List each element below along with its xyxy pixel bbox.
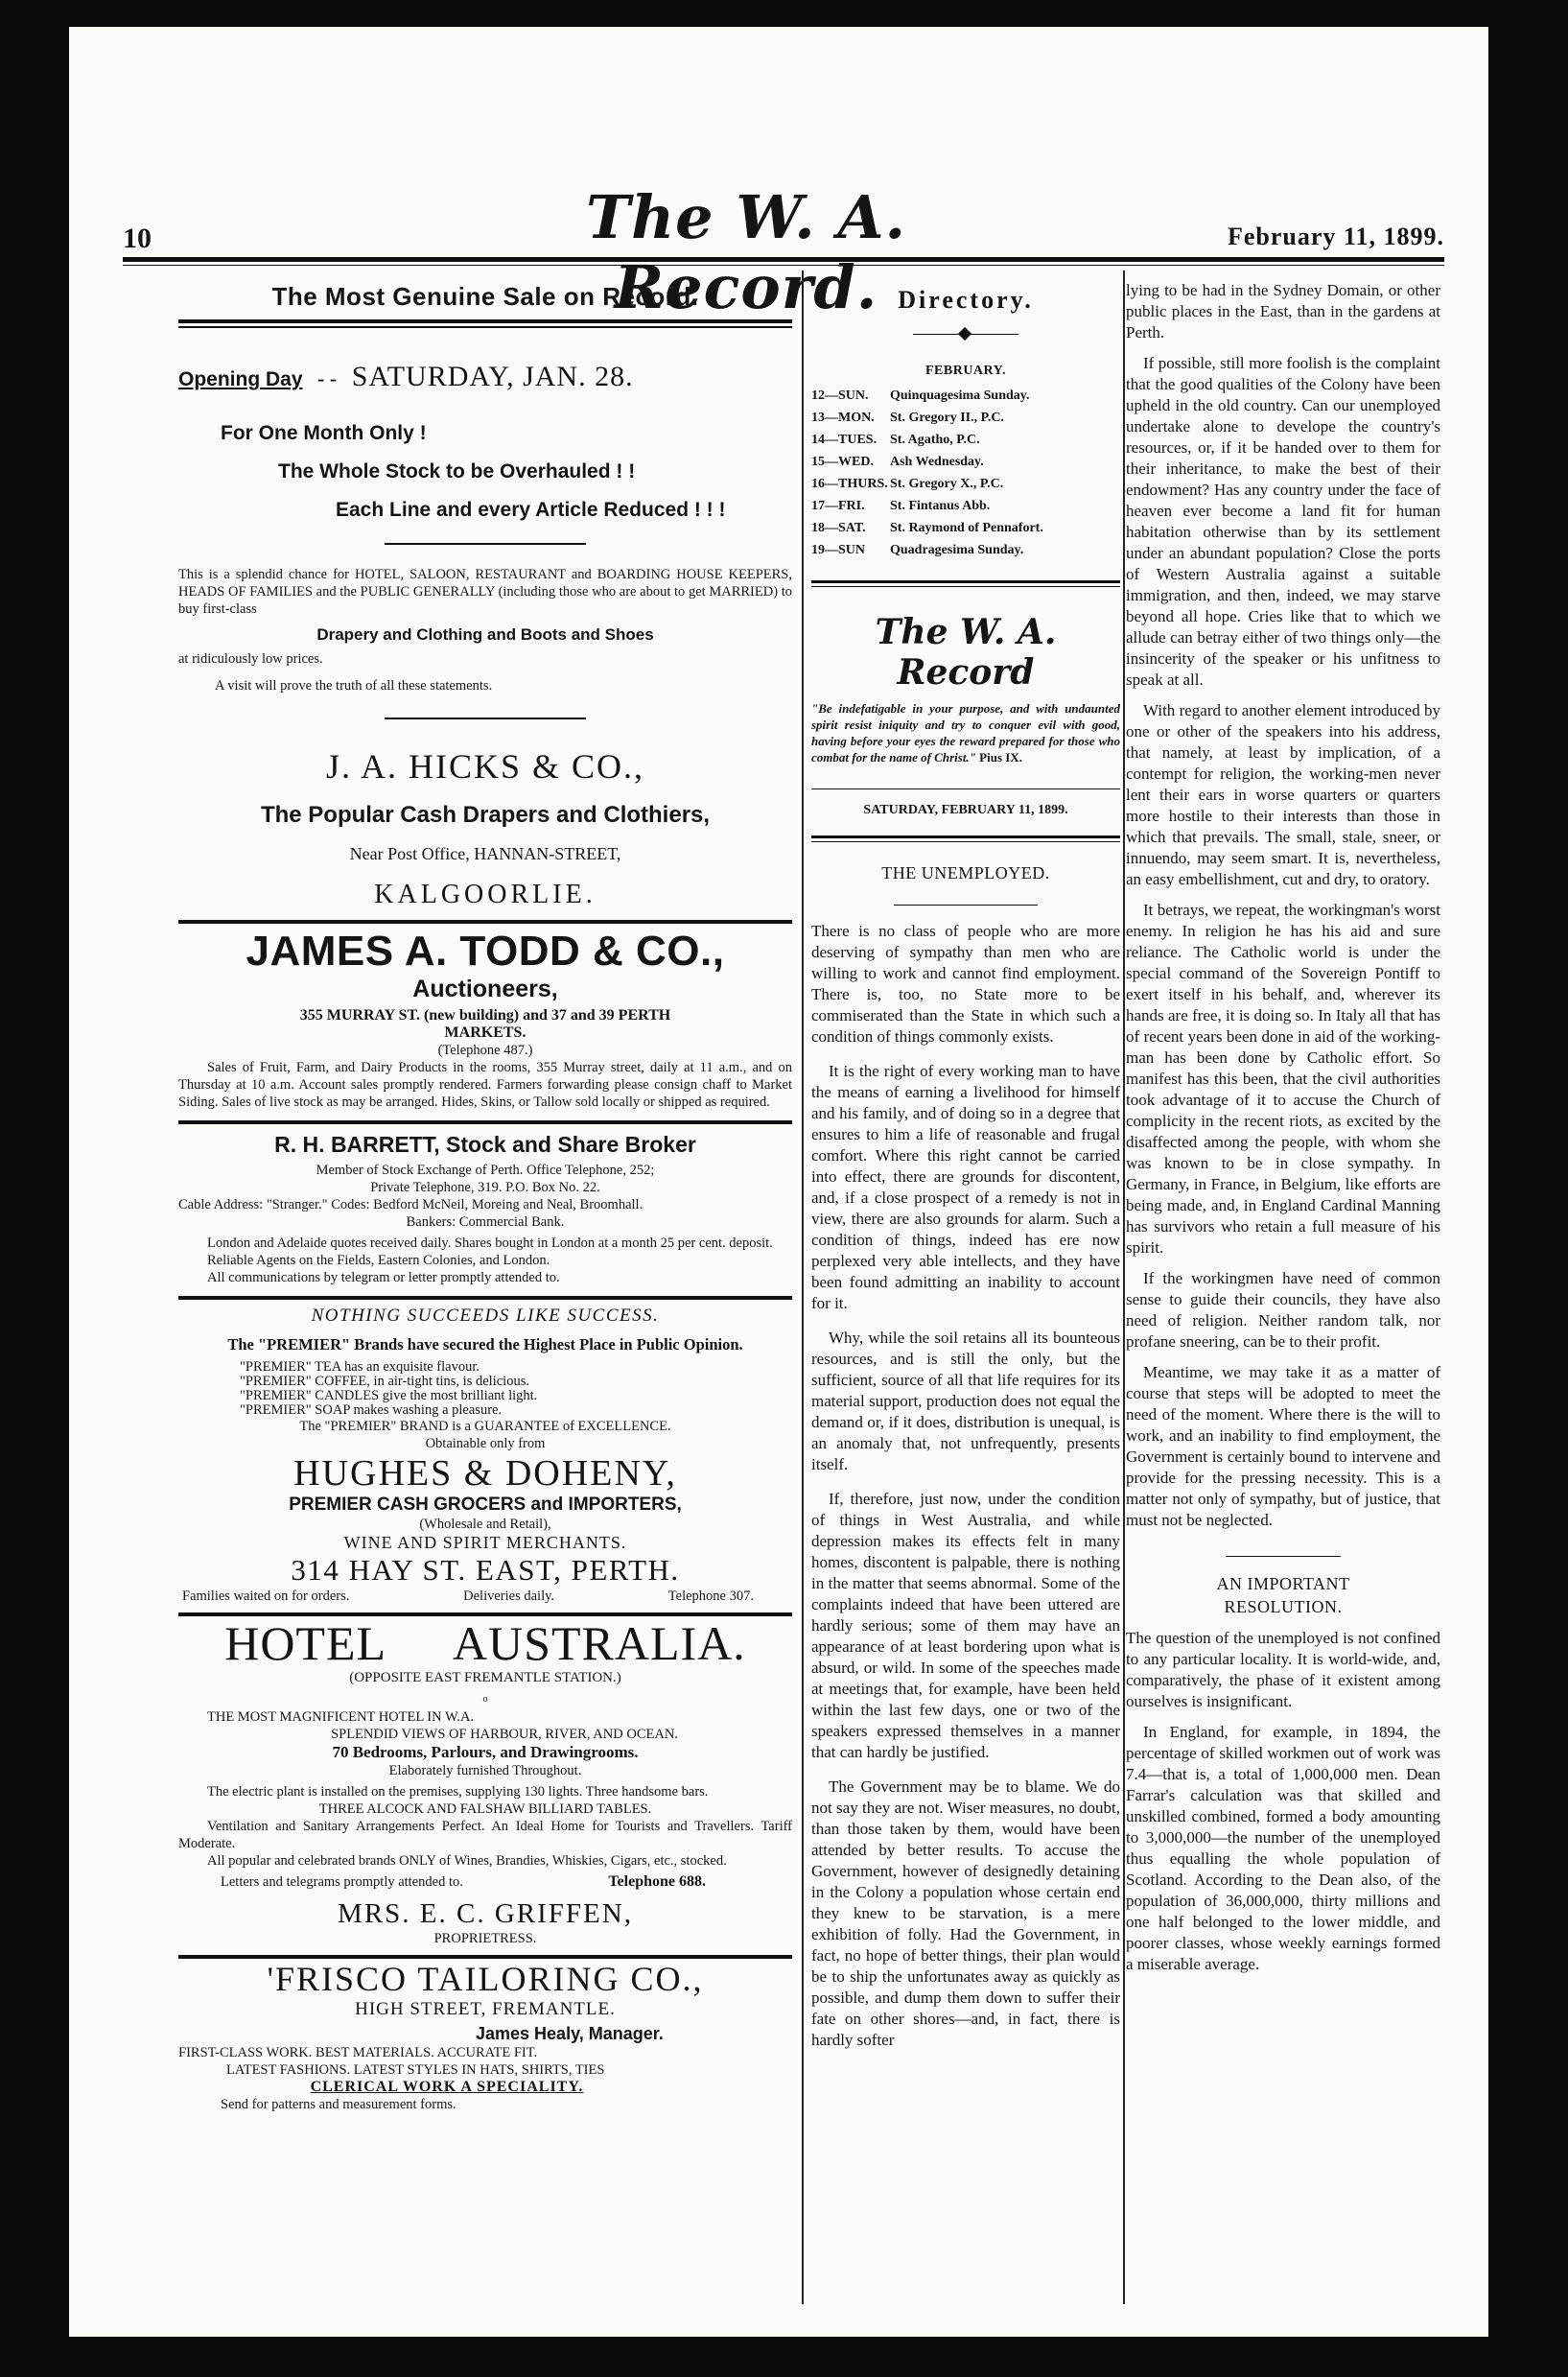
page-number: 10 <box>123 223 152 254</box>
directory-entry: 16—THURS. St. Gregory X., P.C. <box>811 477 1004 491</box>
article-title: THE UNEMPLOYED. <box>881 863 1050 883</box>
todd-address-2: MARKETS. <box>444 1024 527 1041</box>
hughes-footer-1: Families waited on for orders. <box>182 1589 350 1604</box>
frisco-address: HIGH STREET, FREMANTLE. <box>355 1999 616 2019</box>
resolution-paragraph: In England, for example, in 1894, the percentage of skilled workmen out of work was 7.4—that is, a total of 1,000,000 men. Dean Farrar's calculation was that skilled and unskilled combined, formed a body amounting to 3,000,000—the number of the unemployed thus equalling the whole population of Scotland. According to the Dean also, of the population of 36,000,000, thirty millions and one half belonged to the lower middle, and poorer classes, whose weekly earnings formed a miserable average. <box>1126 1723 1440 1973</box>
directory-entry: 14—TUES. St. Agatho, P.C. <box>811 433 980 447</box>
masthead-rule <box>123 257 1444 262</box>
hughes-firm-name: HUGHES & DOHENY, <box>293 1453 677 1494</box>
article-paragraph: With regard to another element introduced by one or other of the speakers into his address, that namely, at least by implication, of a contempt for religion, the working-men never lent their ears in worse quarters or quarters more hostile to their interests than those in which that prevails. The small, stale, sneer, or innuendo, may seem smart. It is, nevertheless, an easy embellishment, cut and dry, to oratory. <box>1126 701 1440 888</box>
hotel-line-1: THE MOST MAGNIFICENT HOTEL IN W.A. <box>207 1709 475 1725</box>
article-paragraph: lying to be had in the Sydney Domain, or other public places in the East, than in the gardens at Perth. <box>1126 281 1440 341</box>
resolution-title: AN IMPORTANT RESOLUTION. <box>1216 1574 1350 1616</box>
hicks-firm-name: J. A. HICKS & CO., <box>325 747 645 786</box>
article-paragraph: There is no class of people who are more deserving of sympathy than men who are willing to work and cannot find employment. There is, too, no State more to be commiserated than the State in which such a condition of things commonly exists. <box>811 922 1120 1046</box>
opening-date: SATURDAY, JAN. 28. <box>351 361 634 392</box>
sale-line-1: For One Month Only ! <box>221 422 427 444</box>
article-paragraph: If the workingmen have need of common sense to guide their councils, they have also need of religion. Neither random talk, nor profane sneering, can be to their profit. <box>1126 1269 1440 1351</box>
premier-item: "PREMIER" COFFEE, in air-tight tins, is delicious. <box>240 1374 529 1389</box>
hotel-line-8: All popular and celebrated brands ONLY of Wines, Brandies, Whiskies, Cigars, etc., stocked. <box>207 1853 727 1869</box>
article-body <box>811 921 1120 2051</box>
paper-motto: "Be indefatigable in your purpose, and with undaunted spirit resist iniquity and try to conquer evil with good, having before your eyes the reward prepared for those who combat for the name of Christ." Pius IX. <box>811 701 1120 765</box>
sale-prices: at ridiculously low prices. <box>178 651 323 667</box>
frisco-advertisement <box>178 1959 792 2113</box>
dateline: SATURDAY, FEBRUARY 11, 1899. <box>863 803 1068 817</box>
article-paragraph: If possible, still more foolish is the complaint that the good qualities of the Colony have been upheld in the old country. Can our unemployed undertake alone to develope the country's resources, or, if it be handed over to them for their inheritance, to make the best of their endowment? Has any country under the face of heaven ever become a land fit for human habitation otherwise than by its settlement under an abundant population? Close the ports of Western Australia against a suitable immigration, and then, indeed, we may starve beyond all hope. Cries like that to which we allude can betray either of two things only—the insincerity of the speaker or his unfitness to speak at all. <box>1126 354 1440 689</box>
sale-goods: Drapery and Clothing and Boots and Shoes <box>316 625 654 644</box>
premier-headline: The "PREMIER" Brands have secured the Highest Place in Public Opinion. <box>227 1335 743 1353</box>
todd-advertisement <box>178 928 792 1111</box>
hotel-line-4: Elaborately furnished Throughout. <box>388 1763 582 1778</box>
hughes-footer-2: Deliveries daily. <box>463 1589 555 1604</box>
todd-body: Sales of Fruit, Farm, and Dairy Products in the rooms, 355 Murray street, daily at 11 a.m., and on Thursday at 10 a.m. Account sales promptly rendered. Farmers forwarding please consign chaff to Market Siding. Sales of live stock as may be arranged. Hides, Skins, or Tallow sold locally or shipped as required. <box>178 1060 792 1110</box>
resolution-paragraph: The question of the unemployed is not confined to any particular locality. It is world-wide, and, comparatively, the phase of it existent among ourselves is insignificant. <box>1126 1629 1440 1710</box>
directory-month: FEBRUARY. <box>924 364 1006 378</box>
premier-item: "PREMIER" TEA has an exquisite flavour. <box>240 1359 480 1375</box>
article-paragraph: Meantime, we may take it as a matter of course that steps will be adopted to meet the need of the moment. Where there is the will to work, and an inability to find employment, the Government is certainly bound to intervene and provide for the pressing necessity. This is a matter not only of sympathy, but of justice, that must not be neglected. <box>1126 1363 1440 1529</box>
premier-item: "PREMIER" SOAP makes washing a pleasure. <box>240 1402 503 1418</box>
hicks-address: Near Post Office, HANNAN-STREET, <box>349 844 621 863</box>
barrett-advertisement <box>178 1132 792 1286</box>
premier-item-list <box>240 1360 792 1418</box>
barrett-line-1: Member of Stock Exchange of Perth. Office Telephone, 252; <box>316 1163 655 1178</box>
premier-obtainable: Obtainable only from <box>425 1436 546 1451</box>
hicks-tagline: The Popular Cash Drapers and Clothiers, <box>260 802 711 828</box>
hotel-letters: Letters and telegrams promptly attended to. <box>221 1874 463 1890</box>
directory-list <box>811 385 1120 561</box>
article-paragraph: It is the right of every working man to have the means of earning a livelihood for himself and his family, and of doing so in a degree that ensures to him a life of reasonable and frugal comfort. Where this right cannot be carried into effect, there are grounds for discontent, and, if a close prospect of a remedy is not in view, there are also grounds for alarm. Such a condition of things, indeed has ere now perplexed very able intellects, and they have been found admitting an inability to account for it. <box>811 1062 1120 1312</box>
premier-guarantee: The "PREMIER" BRAND is a GUARANTEE of EXCELLENCE. <box>299 1419 671 1434</box>
hughes-wine: WINE AND SPIRIT MERCHANTS. <box>343 1533 627 1552</box>
hotel-telephone: Telephone 688. <box>608 1873 706 1890</box>
article-paragraph: The Government may be to blame. We do not say they are not. Wiser measures, no doubt, than those taken by them, would have been attended by better results. To accuse the Government, however of designedly detaining in the Colony a population whose certain end they knew to be starvation, is a mere exhibition of folly. Had the Government, in fact, no hope of better things, their plan would be to ship the unfortunates away as quickly as possible, and dump them down to suffer their fate on other shores—and, in fact, there is hardly softer <box>811 1777 1120 2049</box>
frisco-line-2: LATEST FASHIONS. LATEST STYLES IN HATS, SHIRTS, TIES <box>226 2062 605 2078</box>
frisco-manager: James Healy, Manager. <box>476 2024 664 2043</box>
hotel-line-7: Ventilation and Sanitary Arrangements Perfect. An Ideal Home for Tourists and Travellers. Tariff Moderate. <box>178 1819 792 1851</box>
todd-telephone: (Telephone 487.) <box>437 1043 533 1058</box>
frisco-line-4: Send for patterns and measurement forms. <box>221 2097 456 2112</box>
hotel-proprietress-label: PROPRIETRESS. <box>433 1931 537 1946</box>
article-paragraph: It betrays, we repeat, the workingman's worst enemy. In religion he has his aid and sure reliance. The Catholic world is under the special command of the Sovereign Pontiff to exert itself in his behalf, and, wherever its hands are free, it is doing so. In Italy all that has of recent years been done in aid of the working-man has been done by Catholic effort. So manifest has this been, that the civil authorities took advantage of it to accuse the Church of complicity in the recent riots, as excited by the disaffected among the people, with whom she was known to be in close sympathy. In Germany, in France, in Belgium, like efforts are being made, and, in England Cardinal Manning has survivors who retain a full measure of his spirit. <box>1126 901 1440 1257</box>
hotel-ornament: o <box>482 1694 488 1705</box>
frisco-line-1: FIRST-CLASS WORK. BEST MATERIALS. ACCURATE FIT. <box>178 2045 538 2060</box>
hughes-wholesale: (Wholesale and Retail), <box>419 1517 551 1532</box>
hotel-location: (OPPOSITE EAST FREMANTLE STATION.) <box>349 1670 621 1685</box>
hughes-address: 314 HAY ST. EAST, PERTH. <box>291 1553 680 1587</box>
directory-entry: 15—WED. Ash Wednesday. <box>811 455 984 469</box>
hicks-town: KALGOORLIE. <box>374 880 597 909</box>
todd-address-1: 355 MURRAY ST. (new building) and 37 and 39 PERTH <box>299 1007 671 1024</box>
barrett-line-5: London and Adelaide quotes received daily. Shares bought in London at a month 25 per cent. deposit. <box>207 1236 773 1251</box>
hotel-proprietress: MRS. E. C. GRIFFEN, <box>338 1898 633 1929</box>
barrett-line-4: Bankers: Commercial Bank. <box>406 1214 565 1230</box>
barrett-line-3: Cable Address: "Stranger." Codes: Bedford McNeil, Moreing and Neal, Broomhall. <box>178 1197 644 1212</box>
sale-visit: A visit will prove the truth of all these statements. <box>215 678 493 694</box>
sale-advertisement <box>178 282 792 910</box>
premier-slogan: NOTHING SUCCEEDS LIKE SUCCESS. <box>311 1306 660 1326</box>
hotel-name: HOTEL AUSTRALIA. <box>224 1616 746 1670</box>
hughes-subtitle: PREMIER CASH GROCERS and IMPORTERS, <box>289 1494 682 1515</box>
hotel-line-5: The electric plant is installed on the premises, supplying 130 lights. Three handsome bars. <box>207 1784 709 1800</box>
hotel-line-3: 70 Bedrooms, Parlours, and Drawingrooms. <box>332 1743 639 1761</box>
newspaper-title: The W. A. Record. <box>585 182 907 322</box>
directory-entry: 18—SAT. St. Raymond of Pennafort. <box>811 521 1043 535</box>
hughes-footer-3: Telephone 307. <box>667 1589 754 1604</box>
sale-line-3: Each Line and every Article Reduced ! ! ! <box>336 499 726 521</box>
opening-day-label: Opening Day <box>178 368 303 390</box>
column-divider <box>802 271 804 2304</box>
article-paragraph: If, therefore, just now, under the condition of things in West Australia, and while depression makes its effects felt in many homes, discontent is palpable, there is nothing in the matter that seems abnormal. Some of the complaints indeed that have been uttered are hardly serious; some of them may have an appearance of at least bordering upon what is absurd, or wild. In some of the speeches made at meetings that, for example, have been held within the last few days, one or two of the speakers expressed themselves in a manner that can hardly be justified. <box>811 1490 1120 1761</box>
sale-line-2: The Whole Stock to be Overhauled ! ! <box>278 460 636 482</box>
barrett-line-7: All communications by telegram or letter promptly attended to. <box>207 1270 560 1285</box>
frisco-line-3: CLERICAL WORK A SPECIALITY. <box>310 2079 584 2095</box>
todd-firm-name: JAMES A. TODD & CO., <box>246 928 725 975</box>
issue-date: February 11, 1899. <box>1228 223 1444 250</box>
sale-headline: The Most Genuine Sale on Record. <box>271 282 699 311</box>
article-paragraph: Why, while the soil retains all its bounteous resources, and is still the only, but the sufficient, source of all that life requires for its material support, production does not equal the demand or, if it does, distribution is unequal, is an anomaly that, not unfrequently, presents itself. <box>811 1329 1120 1473</box>
opening-dash: - - <box>317 366 338 390</box>
hotel-line-6: THREE ALCOCK AND FALSHAW BILLIARD TABLES. <box>318 1801 652 1817</box>
motto-source: Pius IX. <box>979 750 1022 765</box>
barrett-firm-name: R. H. BARRETT, Stock and Share Broker <box>274 1132 696 1157</box>
barrett-line-2: Private Telephone, 319. P.O. Box No. 22. <box>370 1180 600 1195</box>
directory-entry: 17—FRI. St. Fintanus Abb. <box>811 499 991 513</box>
barrett-line-6: Reliable Agents on the Fields, Eastern Colonies, and London. <box>207 1253 550 1268</box>
continuation-column <box>1126 272 1440 2296</box>
directory-ornament <box>913 334 1018 335</box>
column-divider <box>1123 271 1125 2304</box>
directory-entry: 19—SUN Quadragesima Sunday. <box>811 543 1024 557</box>
masthead-rule-thin <box>123 265 1444 266</box>
todd-subtitle: Auctioneers, <box>412 976 558 1002</box>
premier-item: "PREMIER" CANDLES give the most brilliant light. <box>240 1388 538 1403</box>
sale-paragraph: This is a splendid chance for HOTEL, SALOON, RESTAURANT and BOARDING HOUSE KEEPERS, HEADS OF FAMILIES and the PUBLIC GENERALLY (including those who are about to get MARRIED) to buy first-class <box>178 567 792 617</box>
hotel-line-2: SPLENDID VIEWS OF HARBOUR, RIVER, AND OCEAN. <box>331 1727 678 1742</box>
paper-nameplate: The W. A. Record <box>875 612 1057 693</box>
premier-advertisement <box>178 1306 792 1605</box>
advertisement-column <box>178 272 792 2296</box>
hotel-advertisement <box>178 1616 792 1947</box>
directory-entry: 12—SUN. Quinquagesima Sunday. <box>811 388 1030 403</box>
editorial-column <box>811 272 1120 2296</box>
directory-entry: 13—MON. St. Gregory II., P.C. <box>811 411 1004 425</box>
frisco-firm-name: 'FRISCO TAILORING CO., <box>267 1960 704 1998</box>
directory-title: Directory. <box>898 286 1034 314</box>
